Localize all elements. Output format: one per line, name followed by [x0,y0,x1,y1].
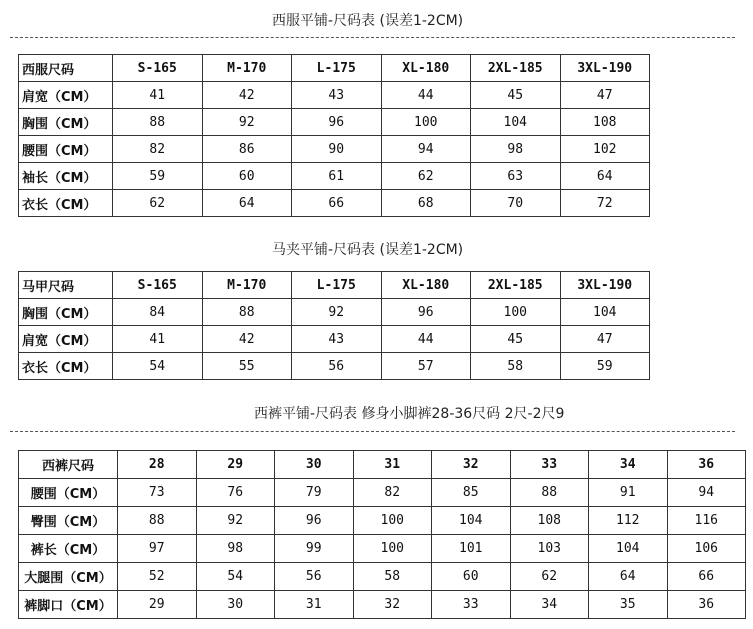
measurement-cell: 88 [118,507,197,535]
pants-size-title: 西裤平铺-尺码表 修身小脚裤28-36尺码 2尺-2尺9 [254,406,565,422]
measurement-cell: 100 [471,299,561,326]
size-header-cell: L-175 [292,272,382,299]
measurement-cell: 97 [118,535,197,563]
row-label: 肩宽（CM） [19,82,113,109]
measurement-cell: 54 [113,353,203,380]
table-row [19,591,746,619]
table-row [19,326,650,353]
measurement-cell: 104 [432,507,511,535]
size-header-cell: 3XL-190 [560,55,650,82]
size-header-cell: L-175 [292,55,382,82]
measurement-cell: 43 [292,82,382,109]
measurement-cell: 104 [471,109,561,136]
row-label: 衣长（CM） [19,353,113,380]
measurement-cell: 32 [353,591,432,619]
row-label: 臀围（CM） [19,507,118,535]
measurement-cell: 59 [113,163,203,190]
measurement-cell: 60 [432,563,511,591]
measurement-cell: 103 [510,535,589,563]
suit-size-title: 西服平铺-尺码表 (误差1-2CM) [272,13,464,29]
measurement-cell: 56 [275,563,354,591]
table-row [19,109,650,136]
measurement-cell: 36 [667,591,746,619]
row-label: 袖长（CM） [19,163,113,190]
suit-size-table [18,54,650,217]
measurement-cell: 68 [381,190,471,217]
table-row [19,190,650,217]
table-row [19,353,650,380]
measurement-cell: 58 [353,563,432,591]
measurement-cell: 52 [118,563,197,591]
measurement-cell: 82 [113,136,203,163]
measurement-cell: 34 [510,591,589,619]
measurement-cell: 112 [589,507,668,535]
measurement-cell: 59 [560,353,650,380]
table-header-row [19,272,650,299]
measurement-cell: 43 [292,326,382,353]
size-header-cell: 34 [589,451,668,479]
measurement-cell: 45 [471,82,561,109]
size-header-cell: 2XL-185 [471,55,561,82]
measurement-cell: 70 [471,190,561,217]
row-label: 肩宽（CM） [19,326,113,353]
measurement-cell: 85 [432,479,511,507]
measurement-cell: 54 [196,563,275,591]
measurement-cell: 94 [667,479,746,507]
measurement-cell: 41 [113,326,203,353]
measurement-cell: 61 [292,163,382,190]
measurement-cell: 42 [202,82,292,109]
measurement-cell: 63 [471,163,561,190]
row-label: 大腿围（CM） [19,563,118,591]
size-header-cell: 28 [118,451,197,479]
measurement-cell: 41 [113,82,203,109]
row-label: 裤脚口（CM） [19,591,118,619]
size-header-cell: M-170 [202,55,292,82]
measurement-cell: 29 [118,591,197,619]
measurement-cell: 73 [118,479,197,507]
measurement-cell: 60 [202,163,292,190]
size-header-cell: XL-180 [381,55,471,82]
row-label: 胸围（CM） [19,299,113,326]
table-row [19,163,650,190]
measurement-cell: 92 [196,507,275,535]
row-label: 西裤尺码 [19,451,118,479]
pants-size-table [18,450,746,619]
divider [10,37,735,38]
size-header-cell: 36 [667,451,746,479]
vest-size-table [18,271,650,380]
measurement-cell: 101 [432,535,511,563]
size-header-cell: 33 [510,451,589,479]
measurement-cell: 47 [560,326,650,353]
measurement-cell: 88 [202,299,292,326]
measurement-cell: 104 [560,299,650,326]
measurement-cell: 92 [292,299,382,326]
measurement-cell: 91 [589,479,668,507]
measurement-cell: 64 [202,190,292,217]
size-header-cell: 2XL-185 [471,272,561,299]
measurement-cell: 100 [381,109,471,136]
table-row [19,82,650,109]
table-row [19,136,650,163]
measurement-cell: 82 [353,479,432,507]
measurement-cell: 106 [667,535,746,563]
measurement-cell: 42 [202,326,292,353]
size-header-cell: 3XL-190 [560,272,650,299]
row-label: 胸围（CM） [19,109,113,136]
measurement-cell: 57 [381,353,471,380]
measurement-cell: 100 [353,507,432,535]
measurement-cell: 33 [432,591,511,619]
size-header-cell: 29 [196,451,275,479]
measurement-cell: 58 [471,353,561,380]
measurement-cell: 64 [560,163,650,190]
measurement-cell: 79 [275,479,354,507]
measurement-cell: 94 [381,136,471,163]
measurement-cell: 62 [381,163,471,190]
table-row [19,507,746,535]
measurement-cell: 116 [667,507,746,535]
vest-size-title: 马夹平铺-尺码表 (误差1-2CM) [272,242,464,258]
table-header-row [19,451,746,479]
measurement-cell: 55 [202,353,292,380]
measurement-cell: 66 [667,563,746,591]
size-header-cell: M-170 [202,272,292,299]
measurement-cell: 66 [292,190,382,217]
size-header-cell: 32 [432,451,511,479]
measurement-cell: 44 [381,82,471,109]
divider [10,431,735,432]
size-header-cell: S-165 [113,272,203,299]
measurement-cell: 108 [560,109,650,136]
measurement-cell: 45 [471,326,561,353]
measurement-cell: 31 [275,591,354,619]
row-label: 马甲尺码 [19,272,113,299]
measurement-cell: 35 [589,591,668,619]
row-label: 裤长（CM） [19,535,118,563]
table-row [19,299,650,326]
measurement-cell: 56 [292,353,382,380]
measurement-cell: 92 [202,109,292,136]
table-row [19,563,746,591]
size-header-cell: 30 [275,451,354,479]
measurement-cell: 104 [589,535,668,563]
size-header-cell: XL-180 [381,272,471,299]
size-header-cell: S-165 [113,55,203,82]
measurement-cell: 96 [292,109,382,136]
measurement-cell: 30 [196,591,275,619]
measurement-cell: 108 [510,507,589,535]
measurement-cell: 99 [275,535,354,563]
measurement-cell: 72 [560,190,650,217]
measurement-cell: 44 [381,326,471,353]
measurement-cell: 100 [353,535,432,563]
measurement-cell: 96 [275,507,354,535]
table-header-row [19,55,650,82]
measurement-cell: 84 [113,299,203,326]
measurement-cell: 86 [202,136,292,163]
table-row [19,535,746,563]
measurement-cell: 98 [471,136,561,163]
measurement-cell: 98 [196,535,275,563]
row-label: 腰围（CM） [19,479,118,507]
size-header-cell: 31 [353,451,432,479]
measurement-cell: 47 [560,82,650,109]
measurement-cell: 88 [113,109,203,136]
measurement-cell: 90 [292,136,382,163]
measurement-cell: 76 [196,479,275,507]
measurement-cell: 102 [560,136,650,163]
row-label: 西服尺码 [19,55,113,82]
row-label: 腰围（CM） [19,136,113,163]
measurement-cell: 96 [381,299,471,326]
row-label: 衣长（CM） [19,190,113,217]
measurement-cell: 62 [113,190,203,217]
table-row [19,479,746,507]
measurement-cell: 88 [510,479,589,507]
measurement-cell: 62 [510,563,589,591]
measurement-cell: 64 [589,563,668,591]
